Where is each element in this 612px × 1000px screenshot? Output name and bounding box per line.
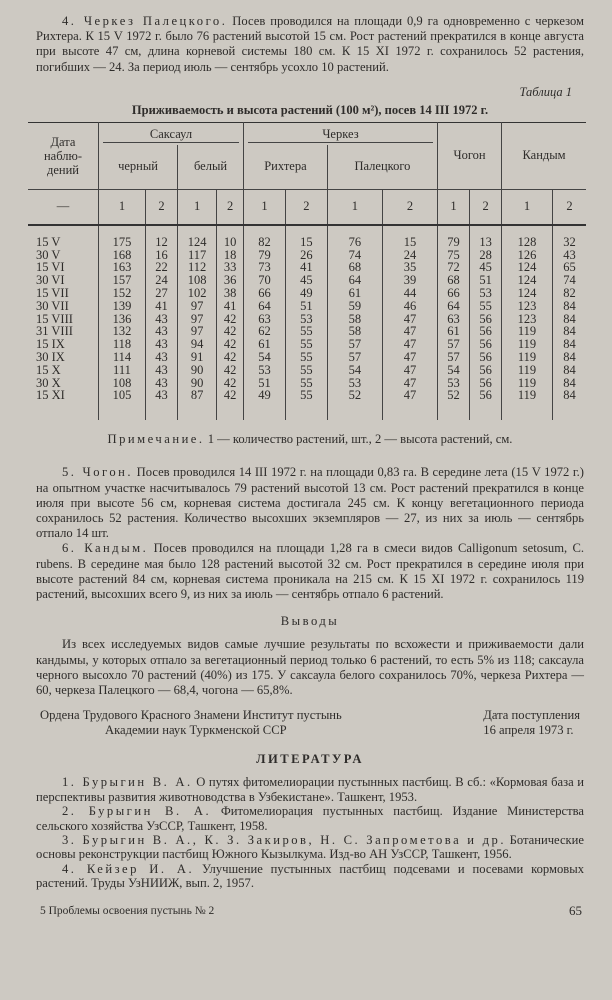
value-cell: 42 [217, 325, 244, 338]
value-cell: 56 [470, 338, 502, 351]
reference-author: 1. Бурыгин В. А. [62, 775, 193, 790]
value-cell: 54 [327, 364, 382, 377]
value-cell: 63 [243, 313, 285, 326]
value-cell: 157 [99, 274, 146, 287]
value-cell: 16 [145, 249, 177, 262]
value-cell: 43 [145, 325, 177, 338]
value-cell: 24 [145, 274, 177, 287]
date-cell: 30 VI [36, 273, 65, 288]
value-cell: 128 [502, 225, 553, 249]
value-cell: 43 [552, 249, 586, 262]
date-cell: 15 VI [36, 260, 65, 275]
value-cell: 43 [145, 313, 177, 326]
value-cell: 55 [285, 338, 327, 351]
value-cell: 91 [178, 351, 217, 364]
value-cell: 10 [217, 225, 244, 249]
value-cell: 119 [502, 338, 553, 351]
value-cell: 124 [502, 287, 553, 300]
value-cell: 39 [382, 274, 437, 287]
value-cell: 73 [243, 261, 285, 274]
note-lead: Примечание. [107, 432, 205, 447]
value-cell: 13 [470, 225, 502, 249]
value-cell: 66 [243, 287, 285, 300]
column-index-header: 2 [145, 189, 177, 225]
value-cell: 74 [552, 274, 586, 287]
column-index-header: 2 [470, 189, 502, 225]
date-header: Дата наблю-дений [43, 134, 83, 177]
column-index-header: 2 [285, 189, 327, 225]
affiliation-block [36, 708, 584, 738]
value-cell: 68 [327, 261, 382, 274]
value-cell: 55 [285, 325, 327, 338]
subgroup-white: белый [178, 145, 244, 190]
value-cell: 49 [285, 287, 327, 300]
value-cell: 51 [285, 300, 327, 313]
value-cell: 152 [99, 287, 146, 300]
value-cell: 15 [382, 225, 437, 249]
value-cell: 49 [243, 389, 285, 420]
value-cell: 175 [99, 225, 146, 249]
value-cell: 55 [285, 364, 327, 377]
affiliation-line-2: Академии наук Туркменской ССР [105, 723, 287, 738]
value-cell: 62 [243, 325, 285, 338]
value-cell: 55 [285, 351, 327, 364]
section-5-text: Посев проводился 14 III 1972 г. на площади 0,83 га. В середине лета (15 V 1972 г.) на опытном участке насчитывалось 79 растений высотой 13 см. Рост растений прекратился в конце июля при высоте 56 см, корневая система достигала 245 см. К концу вегетационного периода сохранилось 52 растения. Количество высохших экземпляров — 27, из них за июль — сентябрь отпало 14 шт. [36, 465, 584, 541]
page-footer [36, 903, 584, 919]
value-cell: 66 [438, 287, 470, 300]
value-cell: 42 [217, 351, 244, 364]
column-index-header: 2 [217, 189, 244, 225]
reference-author: 3. Бурыгин В. А., К. З. Закиров, Н. С. Запрометова и др. [62, 833, 507, 848]
reference-author: 2. Бурыгин В. А. [62, 804, 212, 819]
value-cell: 102 [178, 287, 217, 300]
section-4-paragraph [36, 14, 584, 75]
value-cell: 43 [145, 377, 177, 390]
value-cell: 33 [217, 261, 244, 274]
value-cell: 56 [470, 313, 502, 326]
value-cell: 47 [382, 351, 437, 364]
value-cell: 57 [438, 351, 470, 364]
value-cell: 139 [99, 300, 146, 313]
reference-text: Фитомелиорация пустынных пастбищ. Издание Министерства сельского хозяйства УзССР, Ташкент, 1958. [36, 804, 584, 833]
value-cell: 28 [470, 249, 502, 262]
conclusions-heading: Выводы [280, 614, 340, 629]
value-cell: 97 [178, 300, 217, 313]
date-cell: 15 IX [36, 337, 65, 352]
value-cell: 84 [552, 351, 586, 364]
value-cell: 84 [552, 325, 586, 338]
value-cell: 45 [470, 261, 502, 274]
value-cell: 84 [552, 300, 586, 313]
value-cell: 63 [438, 313, 470, 326]
column-index-header: 1 [438, 189, 470, 225]
value-cell: 61 [438, 325, 470, 338]
value-cell: 84 [552, 377, 586, 390]
value-cell: 64 [243, 300, 285, 313]
value-cell: 42 [217, 364, 244, 377]
value-cell: 47 [382, 325, 437, 338]
value-cell: 41 [217, 300, 244, 313]
value-cell: 52 [327, 389, 382, 420]
value-cell: 46 [382, 300, 437, 313]
value-cell: 79 [243, 249, 285, 262]
value-cell: 124 [502, 274, 553, 287]
value-cell: 87 [178, 389, 217, 420]
value-cell: 53 [327, 377, 382, 390]
value-cell: 51 [243, 377, 285, 390]
subgroup-richter: Рихтера [243, 145, 327, 190]
date-subheader: — [56, 199, 70, 214]
value-cell: 12 [145, 225, 177, 249]
value-cell: 15 [285, 225, 327, 249]
value-cell: 35 [382, 261, 437, 274]
reference-author: 4. Кейзер И. А. [62, 861, 195, 876]
value-cell: 56 [470, 351, 502, 364]
value-cell: 117 [178, 249, 217, 262]
column-index-header: 1 [243, 189, 285, 225]
group-cherkez: Черкез [248, 127, 433, 143]
section-6-lead: 6. Кандым. [62, 541, 149, 556]
value-cell: 111 [99, 364, 146, 377]
value-cell: 58 [327, 325, 382, 338]
value-cell: 97 [178, 325, 217, 338]
value-cell: 55 [285, 389, 327, 420]
value-cell: 41 [145, 300, 177, 313]
value-cell: 18 [217, 249, 244, 262]
reference-item [36, 833, 584, 862]
date-cell: 30 V [36, 247, 61, 262]
value-cell: 41 [285, 261, 327, 274]
value-cell: 108 [178, 274, 217, 287]
value-cell: 38 [217, 287, 244, 300]
section-6-text: Посев проводился на площади 1,28 га в смеси видов Calligonum setosum, C. rubens. В середине мая было 128 растений высотой 32 см. Рост прекратился в середине июля при высоте растений 84 см, корневая система проникала на 215 см. К 15 XI 1972 г. сохранилось 119 растений, высохших всего 9, из них за июль — сентябрь отпало 6 растений. [36, 541, 584, 601]
value-cell: 82 [243, 225, 285, 249]
value-cell: 112 [178, 261, 217, 274]
value-cell: 53 [470, 287, 502, 300]
subgroup-paletsky: Палецкого [327, 145, 437, 190]
reference-item [36, 804, 584, 833]
note-text: 1 — количество растений, шт., 2 — высота растений, см. [204, 432, 513, 447]
value-cell: 90 [178, 364, 217, 377]
date-cell: 15 XI [36, 388, 65, 403]
date-cell: 15 VII [36, 286, 69, 300]
column-index-header: 1 [327, 189, 382, 225]
value-cell: 42 [217, 389, 244, 420]
value-cell: 105 [99, 389, 146, 420]
value-cell: 76 [327, 225, 382, 249]
value-cell: 54 [438, 364, 470, 377]
value-cell: 58 [327, 313, 382, 326]
value-cell: 61 [243, 338, 285, 351]
value-cell: 119 [502, 351, 553, 364]
table-caption: Таблица 1 [519, 84, 572, 99]
value-cell: 123 [502, 300, 553, 313]
value-cell: 97 [178, 313, 217, 326]
value-cell: 32 [552, 225, 586, 249]
column-index-header: 1 [178, 189, 217, 225]
affiliation [40, 708, 342, 738]
value-cell: 124 [178, 225, 217, 249]
value-cell: 68 [438, 274, 470, 287]
value-cell: 42 [217, 377, 244, 390]
value-cell: 132 [99, 325, 146, 338]
value-cell: 136 [99, 313, 146, 326]
value-cell: 57 [327, 338, 382, 351]
value-cell: 43 [145, 351, 177, 364]
section-6-paragraph [36, 541, 584, 602]
value-cell: 123 [502, 313, 553, 326]
table-row [28, 287, 586, 300]
page-content [36, 14, 584, 919]
received-value: 16 апреля 1973 г. [483, 723, 574, 738]
reference-text: Ботанические основы реконструкции пастбищ Южного Кызылкума. Изд-во АН УзССР, Ташкент, 1956. [36, 833, 584, 862]
literature-list [36, 775, 584, 890]
value-cell: 57 [438, 338, 470, 351]
group-kandym: Кандым [502, 122, 586, 189]
value-cell: 47 [382, 313, 437, 326]
value-cell: 24 [382, 249, 437, 262]
value-cell: 64 [438, 300, 470, 313]
value-cell: 43 [145, 364, 177, 377]
received-date [483, 708, 580, 738]
value-cell: 84 [552, 338, 586, 351]
date-cell: 15 V [36, 234, 61, 249]
value-cell: 47 [382, 377, 437, 390]
section-5-lead: 5. Чогон. [62, 465, 134, 480]
value-cell: 74 [327, 249, 382, 262]
value-cell: 65 [552, 261, 586, 274]
value-cell: 64 [327, 274, 382, 287]
table-row [28, 300, 586, 313]
value-cell: 56 [470, 325, 502, 338]
column-index-header: 1 [99, 189, 146, 225]
value-cell: 75 [438, 249, 470, 262]
date-cell: 31 VIII [36, 324, 73, 339]
signature-mark: 5 Проблемы освоения пустынь № 2 [40, 904, 215, 917]
value-cell: 118 [99, 338, 146, 351]
value-cell: 119 [502, 377, 553, 390]
value-cell: 55 [470, 300, 502, 313]
affiliation-line-1: Ордена Трудового Красного Знамени Институт пустынь [40, 708, 342, 723]
group-saxaul: Саксаул [103, 127, 239, 143]
value-cell: 119 [502, 389, 553, 420]
column-index-header: 2 [552, 189, 586, 225]
value-cell: 119 [502, 364, 553, 377]
date-cell: 15 VIII [36, 311, 73, 326]
value-cell: 59 [327, 300, 382, 313]
value-cell: 72 [438, 261, 470, 274]
value-cell: 56 [470, 389, 502, 420]
value-cell: 47 [382, 338, 437, 351]
table-title: Приживаемость и высота растений (100 м²), посев 14 III 1972 г. [131, 102, 489, 117]
value-cell: 26 [285, 249, 327, 262]
literature-heading: ЛИТЕРАТУРА [256, 752, 364, 767]
date-cell: 30 IX [36, 349, 65, 364]
value-cell: 45 [285, 274, 327, 287]
value-cell: 47 [382, 389, 437, 420]
section-5-paragraph [36, 465, 584, 541]
value-cell: 168 [99, 249, 146, 262]
column-index-header: 1 [502, 189, 553, 225]
value-cell: 22 [145, 261, 177, 274]
value-cell: 94 [178, 338, 217, 351]
value-cell: 51 [470, 274, 502, 287]
value-cell: 44 [382, 287, 437, 300]
value-cell: 84 [552, 389, 586, 420]
value-cell: 108 [99, 377, 146, 390]
value-cell: 61 [327, 287, 382, 300]
value-cell: 119 [502, 325, 553, 338]
table-row [28, 225, 586, 249]
value-cell: 70 [243, 274, 285, 287]
value-cell: 27 [145, 287, 177, 300]
value-cell: 36 [217, 274, 244, 287]
value-cell: 54 [243, 351, 285, 364]
page-number: 65 [569, 902, 582, 918]
value-cell: 56 [470, 377, 502, 390]
reference-text: О путях фитомелиорации пустынных пастбищ. В сб.: «Кормовая база и перспективы развития животноводства в Узбекистане». Ташкент, 1953. [36, 775, 584, 804]
date-cell: 30 X [36, 375, 61, 390]
column-index-header: 2 [382, 189, 437, 225]
group-chogon: Чогон [438, 122, 502, 189]
section-4-lead: 4. Черкез Палецкого. [62, 14, 228, 28]
reference-item [36, 775, 584, 804]
value-cell: 43 [145, 389, 177, 420]
value-cell: 90 [178, 377, 217, 390]
value-cell: 43 [145, 338, 177, 351]
value-cell: 53 [243, 364, 285, 377]
value-cell: 53 [438, 377, 470, 390]
section-4-text: Посев проводился на площади 0,9 га одновременно с черкезом Рихтера. К 15 V 1972 г. было 76 растений высотой 15 см. Рост растений прекратился в конце августа при высоте 47 см, длина корневой системы 180 см. К 15 XI 1972 г. сохранилось 52 растения, погибших — 24. За период июль — сентябрь усохло 10 растений. [36, 14, 584, 74]
value-cell: 57 [327, 351, 382, 364]
value-cell: 52 [438, 389, 470, 420]
reference-item [36, 862, 584, 891]
value-cell: 42 [217, 313, 244, 326]
value-cell: 126 [502, 249, 553, 262]
table-row [28, 351, 586, 364]
value-cell: 56 [470, 364, 502, 377]
value-cell: 55 [285, 377, 327, 390]
value-cell: 79 [438, 225, 470, 249]
value-cell: 53 [285, 313, 327, 326]
date-cell: 30 VII [36, 298, 69, 313]
data-table [28, 122, 586, 420]
value-cell: 163 [99, 261, 146, 274]
reference-text: Улучшение пустынных пастбищ подсевами и посевами кормовых растений. Труды УзНИИЖ, вып. 2, 1957. [36, 861, 584, 891]
value-cell: 82 [552, 287, 586, 300]
value-cell: 47 [382, 364, 437, 377]
conclusions-text: Из всех исследуемых видов самые лучшие результаты по всхожести и приживаемости дали кандымы, у которых отпало за вегетационный период только 6 растений, то есть 5% из 118; саксаула черного высохло 70 растений (40%) из 175. У саксаула белого сохранилось 70%, черкеза Рихтера — 60, черкеза Палецкого — 68,4, чогона — 65,8%. [36, 637, 584, 698]
value-cell: 84 [552, 313, 586, 326]
value-cell: 124 [502, 261, 553, 274]
value-cell: 114 [99, 351, 146, 364]
value-cell: 84 [552, 364, 586, 377]
subgroup-black: черный [99, 145, 178, 190]
value-cell: 42 [217, 338, 244, 351]
table-row [28, 389, 586, 420]
table-row [28, 364, 586, 377]
received-label: Дата поступления [483, 708, 580, 723]
table-note [36, 432, 584, 447]
date-cell: 15 X [36, 362, 61, 377]
